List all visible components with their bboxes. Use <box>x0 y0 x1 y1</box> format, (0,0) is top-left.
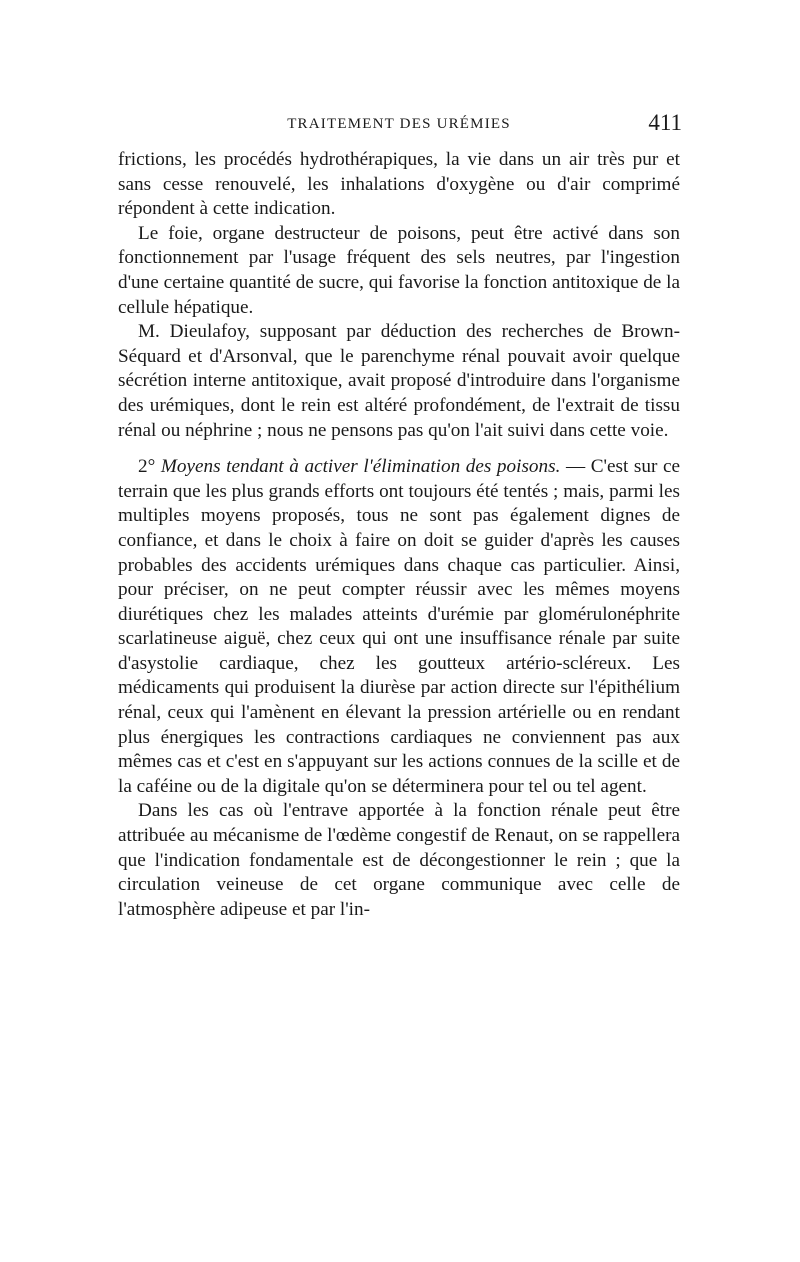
paragraph-section-2 <box>118 455 680 799</box>
paragraph-dieulafoy <box>118 320 680 443</box>
page-number: 411 <box>648 110 682 135</box>
paragraph-text: M. Dieulafoy, supposant par déduction des recherches de Brown-Séquard et d'Arsonval, que le parenchyme rénal pouvait avoir quelque sécrétion interne antitoxique, avait proposé d'introduire dans l'organisme des urémiques, dont le rein est altéré profondément, de l'extrait de tissu rénal ou néphrine ; nous ne pensons pas qu'on l'ait suivi dans cette voie. <box>118 321 680 441</box>
paragraph-text: Dans les cas où l'entrave apportée à la fonction rénale peut être attribuée au mécanisme de l'œdème congestif de Renaut, on se rappellera que l'indication fondamentale est de décongestionner le rein ; que la circulation veineuse de cet organe communique avec celle de l'atmosphère adipeuse et par l'in- <box>118 800 680 920</box>
running-title: TRAITEMENT DES URÉMIES <box>287 116 511 132</box>
section-dash: — <box>565 456 586 478</box>
paragraph-renaut <box>118 799 680 922</box>
section-number: 2° <box>138 456 156 478</box>
paragraph-text: Le foie, organe destructeur de poisons, peut être activé dans son fonctionnement par l'usage fréquent des sels neutres, par l'ingestion d'une certaine quantité de sucre, qui favorise la fonction antitoxique de la cellule hépatique. <box>118 222 680 318</box>
paragraph-text: C'est sur ce terrain que les plus grands efforts ont toujours été tentés ; mais, parmi les multiples moyens proposés, tous ne sont pas également dignes de confiance, et dans le choix à faire on doit se guider d'après les causes probables des accidents urémiques dans chaque cas particulier. Ainsi, pour préciser, on ne peut compter réussir avec les mêmes moyens diurétiques chez les malades atteints d'urémie par glomérulonéphrite scarlatineuse aiguë, chez ceux qui ont une insuffisance rénale par suite d'asystolie cardiaque, chez les goutteux artério-scléreux. Les médicaments qui produisent la diurèse par action directe sur l'épithélium rénal, ceux qui l'amènent en élevant la pression artérielle ou en rendant plus énergiques les contractions cardiaques ne conviennent pas aux mêmes cas et c'est en s'appuyant sur les actions connues de la scille et de la caféine ou de la digitale qu'on se déterminera pour tel ou tel agent. <box>118 456 680 797</box>
paragraph-continued <box>118 148 680 222</box>
body-text <box>118 148 680 922</box>
running-head <box>118 112 680 136</box>
paragraph-liver <box>118 222 680 320</box>
paragraph-text: frictions, les procédés hydrothérapiques, la vie dans un air très pur et sans cesse renouvelé, les inhalations d'oxygène ou d'air comprimé répondent à cette indication. <box>118 149 680 220</box>
section-heading: Moyens tendant à activer l'élimination des poisons. <box>160 456 561 478</box>
